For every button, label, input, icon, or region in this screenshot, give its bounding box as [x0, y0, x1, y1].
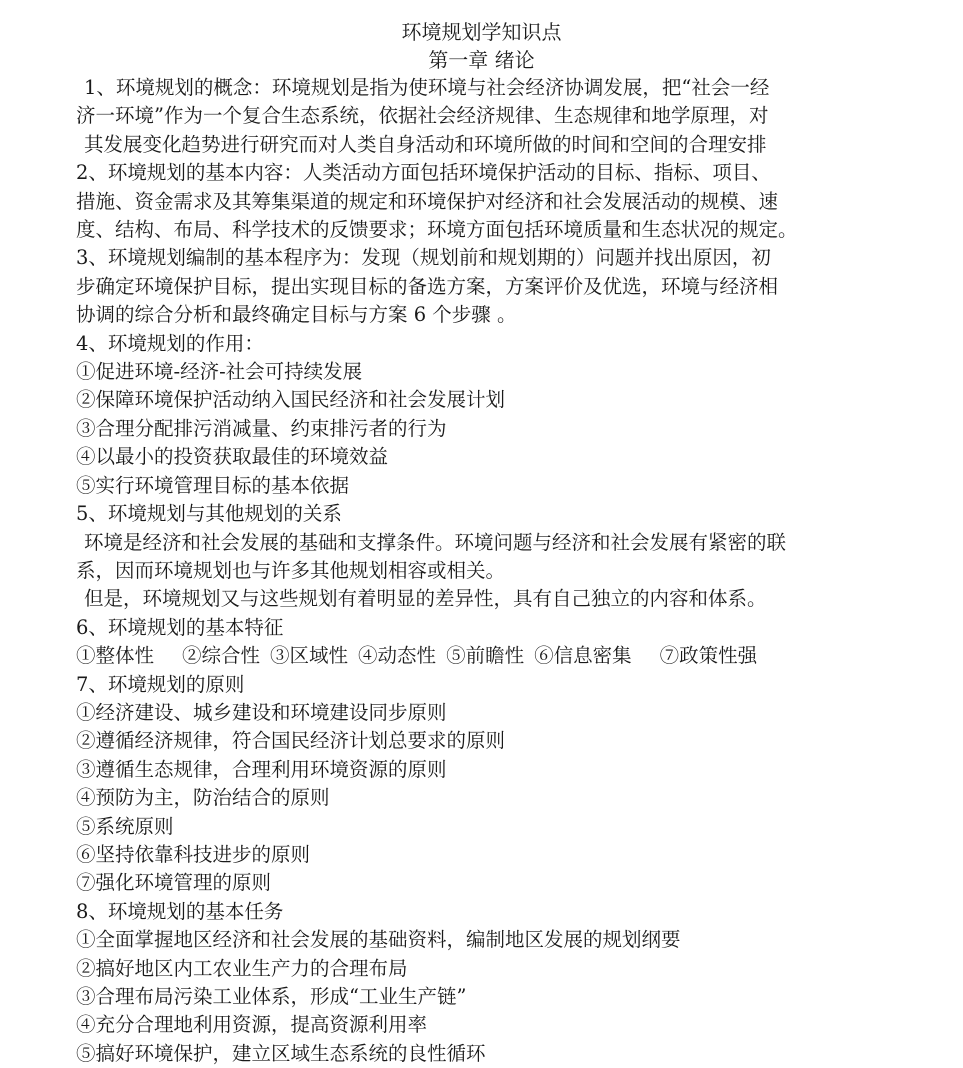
list-item: ③合理布局污染工业体系，形成“工业生产链”	[76, 985, 467, 1008]
section-6-heading: 6、环境规划的基本特征	[76, 615, 284, 639]
feature-list	[76, 642, 955, 670]
list-item: ⑥坚持依靠科技进步的原则	[76, 842, 311, 866]
list-item: ①经济建设、城乡建设和环境建设同步原则	[76, 700, 447, 724]
feature-item: ②综合性	[182, 644, 261, 668]
section-3-line: 步确定环境保护目标，提出实现目标的备选方案，方案评价及优选，环境与经济相	[76, 274, 779, 298]
feature-item: ⑥信息密集	[534, 644, 632, 668]
feature-item: ③区域性	[270, 644, 349, 668]
section-2-line: 2、环境规划的基本内容：人类活动方面包括环境保护活动的目标、指标、项目、	[76, 161, 771, 185]
section-8-heading: 8、环境规划的基本任务	[76, 899, 284, 923]
list-item: ⑤搞好环境保护，建立区域生态系统的良性循环	[76, 1041, 486, 1065]
feature-item: ⑦政策性强	[659, 644, 758, 668]
section-3-line: 协调的综合分析和最终确定目标与方案 6 个步骤 。	[76, 303, 517, 327]
section-1-concept	[76, 74, 955, 159]
section-3-procedure	[76, 244, 955, 329]
section-2-line: 度、结构、布局、科学技术的反馈要求；环境方面包括环境质量和生态状况的规定。	[76, 218, 798, 242]
document-title: 环境规划学知识点	[401, 20, 562, 44]
list-item: ②搞好地区内工农业生产力的合理布局	[76, 956, 408, 980]
section-4-roles	[76, 330, 955, 500]
list-item: ④以最小的投资获取最佳的环境效益	[76, 445, 389, 469]
list-item: ①促进环境-经济-社会可持续发展	[76, 360, 363, 384]
list-item: ②保障环境保护活动纳入国民经济和社会发展计划	[76, 388, 506, 412]
list-item: ④预防为主，防治结合的原则	[76, 786, 330, 810]
list-item: ⑦强化环境管理的原则	[76, 871, 272, 895]
section-5-paragraph-line: 环境是经济和社会发展的基础和支撑条件。环境问题与经济和社会发展有紧密的联	[84, 530, 787, 554]
chapter-heading: 第一章 绪论	[428, 48, 535, 72]
section-2-line: 措施、资金需求及其筹集渠道的规定和环境保护对经济和社会发展活动的规模、速	[76, 189, 779, 213]
section-7-principles	[76, 671, 955, 898]
list-item: ④充分合理地利用资源，提高资源利用率	[76, 1013, 428, 1037]
feature-item: ①整体性	[76, 644, 155, 668]
list-item: ②遵循经济规律，符合国民经济计划总要求的原则	[76, 729, 506, 753]
section-5-heading: 5、环境规划与其他规划的关系	[76, 502, 342, 526]
section-5-paragraph-line: 系，因而环境规划也与许多其他规划相容或相关。	[76, 558, 506, 582]
section-2-content	[76, 159, 955, 244]
list-item: ⑤系统原则	[76, 814, 174, 838]
section-1-line: 济一环境”作为一个复合生态系统，依据社会经济规律、生态规律和地学原理，对	[76, 104, 769, 128]
section-8-tasks	[76, 898, 955, 1068]
section-7-heading: 7、环境规划的原则	[76, 672, 245, 696]
section-5-relations	[76, 500, 955, 614]
section-3-line: 3、环境规划编制的基本程序为：发现（规划前和规划期的）问题并找出原因，初	[76, 246, 771, 270]
list-item: ③遵循生态规律，合理利用环境资源的原则	[76, 757, 447, 781]
section-4-heading: 4、环境规划的作用：	[76, 331, 264, 355]
list-item: ①全面掌握地区经济和社会发展的基础资料，编制地区发展的规划纲要	[76, 928, 681, 952]
section-6-features	[76, 614, 955, 671]
section-1-line: 1、环境规划的概念：环境规划是指为使环境与社会经济协调发展，把“社会一经	[84, 76, 770, 99]
document-body	[0, 74, 963, 1068]
feature-item: ④动态性	[358, 644, 437, 668]
feature-item: ⑤前瞻性	[446, 644, 525, 668]
list-item: ③合理分配排污消减量、约束排污者的行为	[76, 416, 447, 440]
section-5-paragraph-line: 但是，环境规划又与这些规划有着明显的差异性，具有自己独立的内容和体系。	[84, 587, 767, 611]
section-1-line: 其发展变化趋势进行研究而对人类自身活动和环境所做的时间和空间的合理安排	[84, 132, 767, 156]
list-item: ⑤实行环境管理目标的基本依据	[76, 473, 350, 497]
